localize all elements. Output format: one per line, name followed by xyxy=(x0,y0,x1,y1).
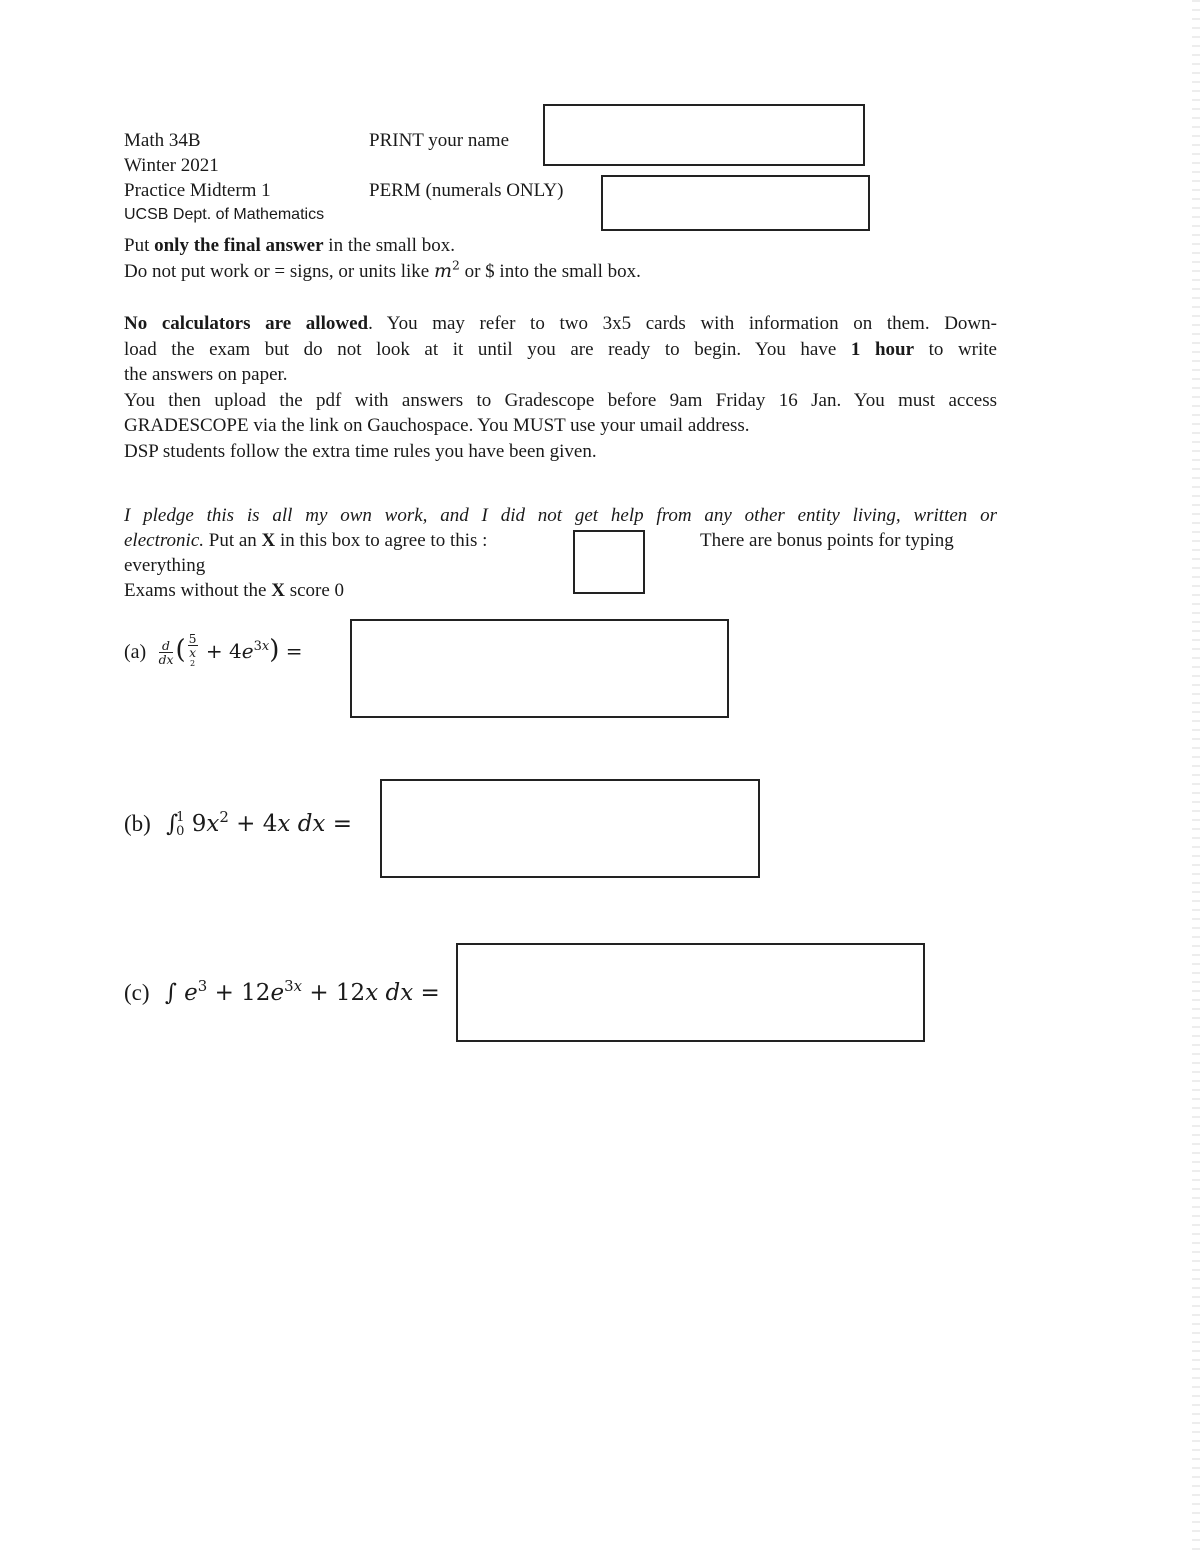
answer-box-c[interactable] xyxy=(456,943,925,1042)
problem-b: (b) ∫ 1 0 $9x^2 + 4x$ dx = xyxy=(124,808,352,839)
exam-title: Practice Midterm 1 xyxy=(124,180,271,201)
pledge-paragraph: I pledge this is all my own work, and I did not get help from any other entity living, written or xyxy=(124,505,997,526)
problem-c: (c) ∫ $e^3 + 12e^{3x} + 12x$ dx = xyxy=(124,977,440,1006)
score-note: Exams without the X score 0 xyxy=(124,580,345,601)
term: Winter 2021 xyxy=(124,155,219,176)
answer-box-a[interactable] xyxy=(350,619,729,718)
perm-label: PERM (numerals ONLY) xyxy=(369,180,564,201)
pledge-checkbox[interactable] xyxy=(573,530,645,594)
name-box[interactable] xyxy=(543,104,865,166)
bonus-note: There are bonus points for typing xyxy=(700,530,954,551)
instruction-line-2: Do not put work or = signs, or units like $m^2$ or $ into the small box. xyxy=(124,258,641,282)
name-label: PRINT your name xyxy=(369,130,510,151)
rules-paragraph: No calculators are allowed. You may refer to two 3x5 cards with information on them. Down- load the exam but do not look at it until you are ready to begin. You have 1 hour to write the answers on paper. You then upload the pdf with answers to Gradescope before 9am Friday 16 Jan. You must access GRADESCOPE via the link on Gauchospace. You MUST use your umail address. DSP students follow the extra time rules you have been given. xyxy=(124,313,997,462)
instruction-line-1: Put only the final answer in the small box. xyxy=(124,235,455,256)
pledge-agree-line: electronic. Put an X in this box to agree to this : xyxy=(124,530,488,551)
course-title: Math 34B xyxy=(124,130,201,151)
answer-box-b[interactable] xyxy=(380,779,760,878)
problem-b-label: (b) xyxy=(124,811,151,836)
problem-c-label: (c) xyxy=(124,980,150,1005)
perm-box[interactable] xyxy=(601,175,870,231)
problem-a-label: (a) xyxy=(124,641,147,663)
scan-edge-artifact xyxy=(1192,0,1200,1553)
department: UCSB Dept. of Mathematics xyxy=(124,206,325,223)
problem-a: (a) $\frac{d}{dx}$ ( 5 x $^2$ + $4e^{3x}$) = xyxy=(124,631,303,668)
bonus-note-cont: everything xyxy=(124,555,206,576)
